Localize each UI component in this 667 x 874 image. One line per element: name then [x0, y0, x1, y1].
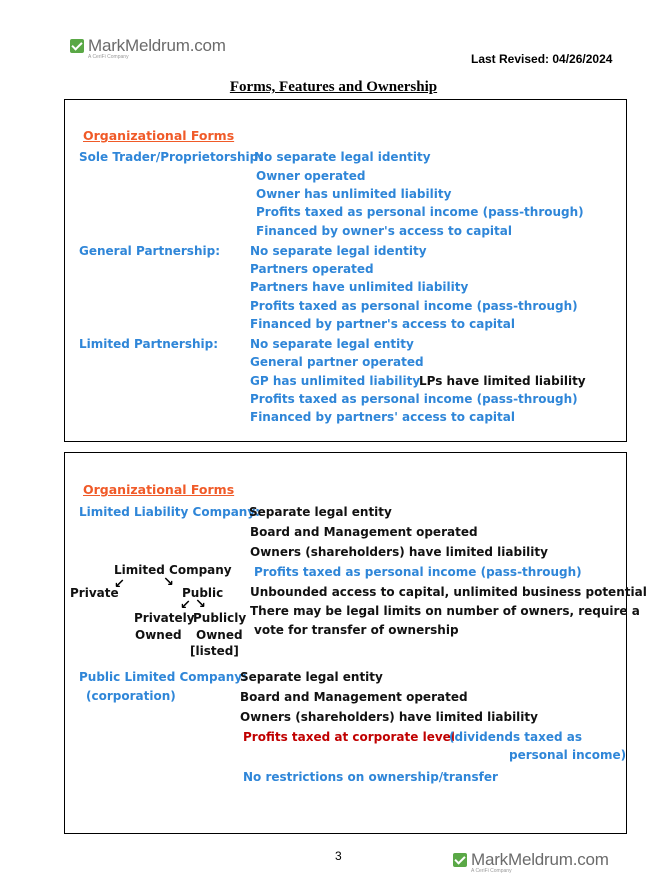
logo-name: MarkMeldrum.com	[88, 36, 226, 55]
gp-line: No separate legal identity	[250, 244, 427, 258]
gp-line: Partners have unlimited liability	[250, 280, 469, 294]
plc-line: Owners (shareholders) have limited liability	[240, 710, 538, 724]
arrow-left-icon: ↙	[180, 598, 191, 613]
llc-line: Board and Management operated	[250, 525, 478, 539]
lp-line: No separate legal entity	[250, 337, 414, 351]
plc-tax-blue: (dividends taxed as	[449, 730, 583, 744]
tree-privately: Privately	[134, 611, 195, 625]
arrow-left-icon: ↙	[114, 577, 125, 592]
box2-heading: Organizational Forms	[83, 482, 235, 497]
checkmark-icon	[70, 39, 84, 53]
lp-line: GP has unlimited liability	[250, 374, 421, 388]
gp-line: Profits taxed as personal income (pass-through)	[250, 299, 578, 313]
sole-line: Owner operated	[256, 169, 366, 183]
page-title: Forms, Features and Ownership	[229, 79, 438, 95]
tree-publicly: Publicly	[193, 611, 247, 625]
plc-last: No restrictions on ownership/transfer	[243, 770, 498, 784]
header-logo	[70, 37, 226, 60]
plc-tax-blue2: personal income)	[509, 748, 627, 762]
sole-line: No separate legal identity	[254, 150, 431, 164]
arrow-right-icon: ↘	[195, 597, 206, 612]
checkmark-icon	[453, 853, 467, 867]
tree-root: Limited Company	[114, 563, 232, 577]
llc-line: Profits taxed as personal income (pass-through)	[254, 565, 582, 579]
plc-sub: (corporation)	[86, 689, 176, 703]
gp-line: Partners operated	[250, 262, 374, 276]
lp-line: Financed by partners' access to capital	[250, 410, 515, 424]
logo-subtitle: A CeriFi Company	[88, 54, 129, 60]
footer-logo	[453, 851, 609, 874]
sole-line: Financed by owner's access to capital	[256, 224, 512, 238]
llc-label: Limited Liability Company:	[79, 505, 260, 519]
lp-extra: LPs have limited liability	[419, 374, 586, 388]
arrow-right-icon: ↘	[163, 575, 174, 590]
gp-line: Financed by partner's access to capital	[250, 317, 515, 331]
lp-line: Profits taxed as personal income (pass-through)	[250, 392, 578, 406]
tree-owned: Owned	[135, 628, 182, 642]
lp-label: Limited Partnership:	[79, 337, 219, 351]
logo-name: MarkMeldrum.com	[471, 850, 609, 869]
llc-line: vote for transfer of ownership	[254, 623, 459, 637]
plc-line: Board and Management operated	[240, 690, 468, 704]
sole-line: Owner has unlimited liability	[256, 187, 452, 201]
sole-line: Profits taxed as personal income (pass-through)	[256, 205, 584, 219]
llc-line: Unbounded access to capital, unlimited business potential	[250, 585, 647, 599]
tree-private: Private	[70, 586, 119, 600]
lp-line: General partner operated	[250, 355, 424, 369]
plc-line: Separate legal entity	[240, 670, 383, 684]
gp-label: General Partnership:	[79, 244, 220, 258]
page-number: 3	[335, 849, 342, 863]
tree-public: Public	[182, 586, 224, 600]
tree-owned: Owned	[196, 628, 243, 642]
tree-listed: [listed]	[190, 644, 239, 658]
plc-tax-red: Profits taxed at corporate level	[243, 730, 455, 744]
logo-subtitle: A CeriFi Company	[471, 868, 512, 874]
llc-line: Separate legal entity	[249, 505, 392, 519]
last-revised: Last Revised: 04/26/2024	[471, 52, 613, 66]
box1-heading: Organizational Forms	[83, 128, 235, 143]
llc-line: Owners (shareholders) have limited liability	[250, 545, 548, 559]
sole-label: Sole Trader/Proprietorship:	[79, 150, 264, 164]
plc-label: Public Limited Company:	[79, 670, 247, 684]
llc-line: There may be legal limits on number of owners, require a	[250, 604, 640, 618]
